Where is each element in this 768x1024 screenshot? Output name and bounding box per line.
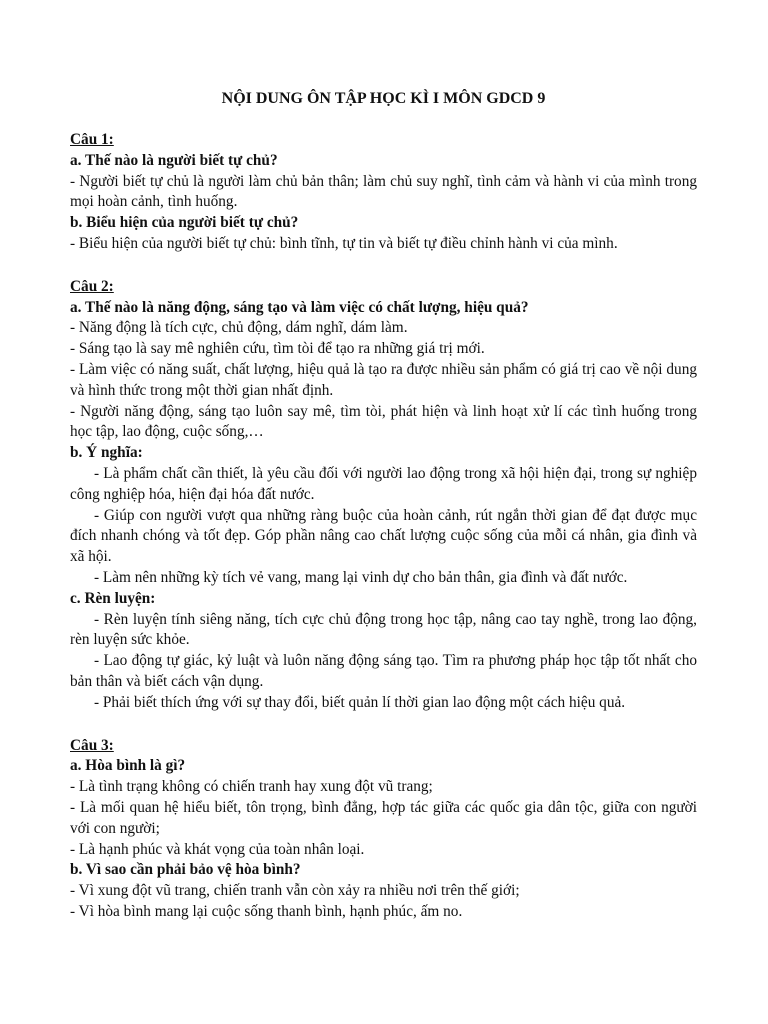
section-cau-1 — [70, 130, 697, 255]
answer-line: - Phải biết thích ứng với sự thay đổi, biết quản lí thời gian lao động một cách hiệu quả. — [94, 693, 626, 711]
section-heading: Câu 3: — [70, 736, 114, 754]
question-b: b. Ý nghĩa: — [70, 444, 143, 462]
answer-line: - Người năng động, sáng tạo luôn say mê, tìm tòi, phát hiện và linh hoạt xử lí các tình huống trong học tập, lao động, cuộc sống,… — [70, 402, 697, 441]
answer-line: - Làm việc có năng suất, chất lượng, hiệu quả là tạo ra được nhiều sản phẩm có giá trị cao về nội dung và hình thức trong một thời gian nhất định. — [70, 360, 697, 399]
answer-line: - Người biết tự chủ là người làm chủ bản thân; làm chủ suy nghĩ, tình cảm và hành vi của mình trong mọi hoàn cảnh, tình huống. — [70, 172, 697, 211]
document-title: NỘI DUNG ÔN TẬP HỌC KÌ I MÔN GDCD 9 — [221, 90, 546, 107]
question-a: a. Thế nào là năng động, sáng tạo và làm việc có chất lượng, hiệu quả? — [70, 298, 529, 316]
answer-line: - Giúp con người vượt qua những ràng buộc của hoàn cảnh, rút ngắn thời gian để đạt được mục đích nhanh chóng và tốt đẹp. Góp phần nâng cao chất lượng cuộc sống của mỗi cá nhân, gia đình và xã hội. — [70, 506, 697, 566]
answer-line: - Làm nên những kỳ tích vẻ vang, mang lại vinh dự cho bản thân, gia đình và đất nước. — [94, 568, 628, 586]
answer-line: - Là hạnh phúc và khát vọng của toàn nhân loại. — [70, 840, 365, 858]
answer-line: - Sáng tạo là say mê nghiên cứu, tìm tòi để tạo ra những giá trị mới. — [70, 340, 485, 358]
section-cau-3 — [70, 736, 697, 923]
section-cau-2 — [70, 277, 697, 714]
question-a: a. Thế nào là người biết tự chủ? — [70, 151, 278, 169]
document-page — [70, 88, 697, 945]
section-heading: Câu 1: — [70, 131, 114, 148]
question-b: b. Vì sao cần phải bảo vệ hòa bình? — [70, 861, 301, 879]
answer-line: - Lao động tự giác, kỷ luật và luôn năng động sáng tạo. Tìm ra phương pháp học tập tốt nhất cho bản thân và biết cách vận dụng. — [70, 652, 697, 690]
answer-line: - Vì hòa bình mang lại cuộc sống thanh bình, hạnh phúc, ấm no. — [70, 902, 463, 920]
answer-line: - Là tình trạng không có chiến tranh hay xung đột vũ trang; — [70, 778, 433, 796]
answer-line: - Năng động là tích cực, chủ động, dám nghĩ, dám làm. — [70, 319, 408, 337]
answer-line: - Là phẩm chất cần thiết, là yêu cầu đối với người lao động trong xã hội hiện đại, trong sự nghiệp công nghiệp hóa, hiện đại hóa đất nước. — [70, 464, 697, 503]
question-b: b. Biểu hiện của người biết tự chủ? — [70, 214, 299, 232]
answer-line: - Rèn luyện tính siêng năng, tích cực chủ động trong học tập, nâng cao tay nghề, trong lao động, rèn luyện sức khỏe. — [70, 610, 697, 649]
answer-line: - Là mối quan hệ hiểu biết, tôn trọng, bình đẳng, hợp tác giữa các quốc gia dân tộc, giữa con người với con người; — [70, 798, 697, 837]
question-c: c. Rèn luyện: — [70, 589, 156, 607]
answer-line: - Biểu hiện của người biết tự chủ: bình tĩnh, tự tin và biết tự điều chỉnh hành vi của mình. — [70, 234, 618, 252]
answer-line: - Vì xung đột vũ trang, chiến tranh vẫn còn xảy ra nhiều nơi trên thế giới; — [70, 882, 520, 900]
question-a: a. Hòa bình là gì? — [70, 757, 186, 775]
section-heading: Câu 2: — [70, 277, 114, 295]
